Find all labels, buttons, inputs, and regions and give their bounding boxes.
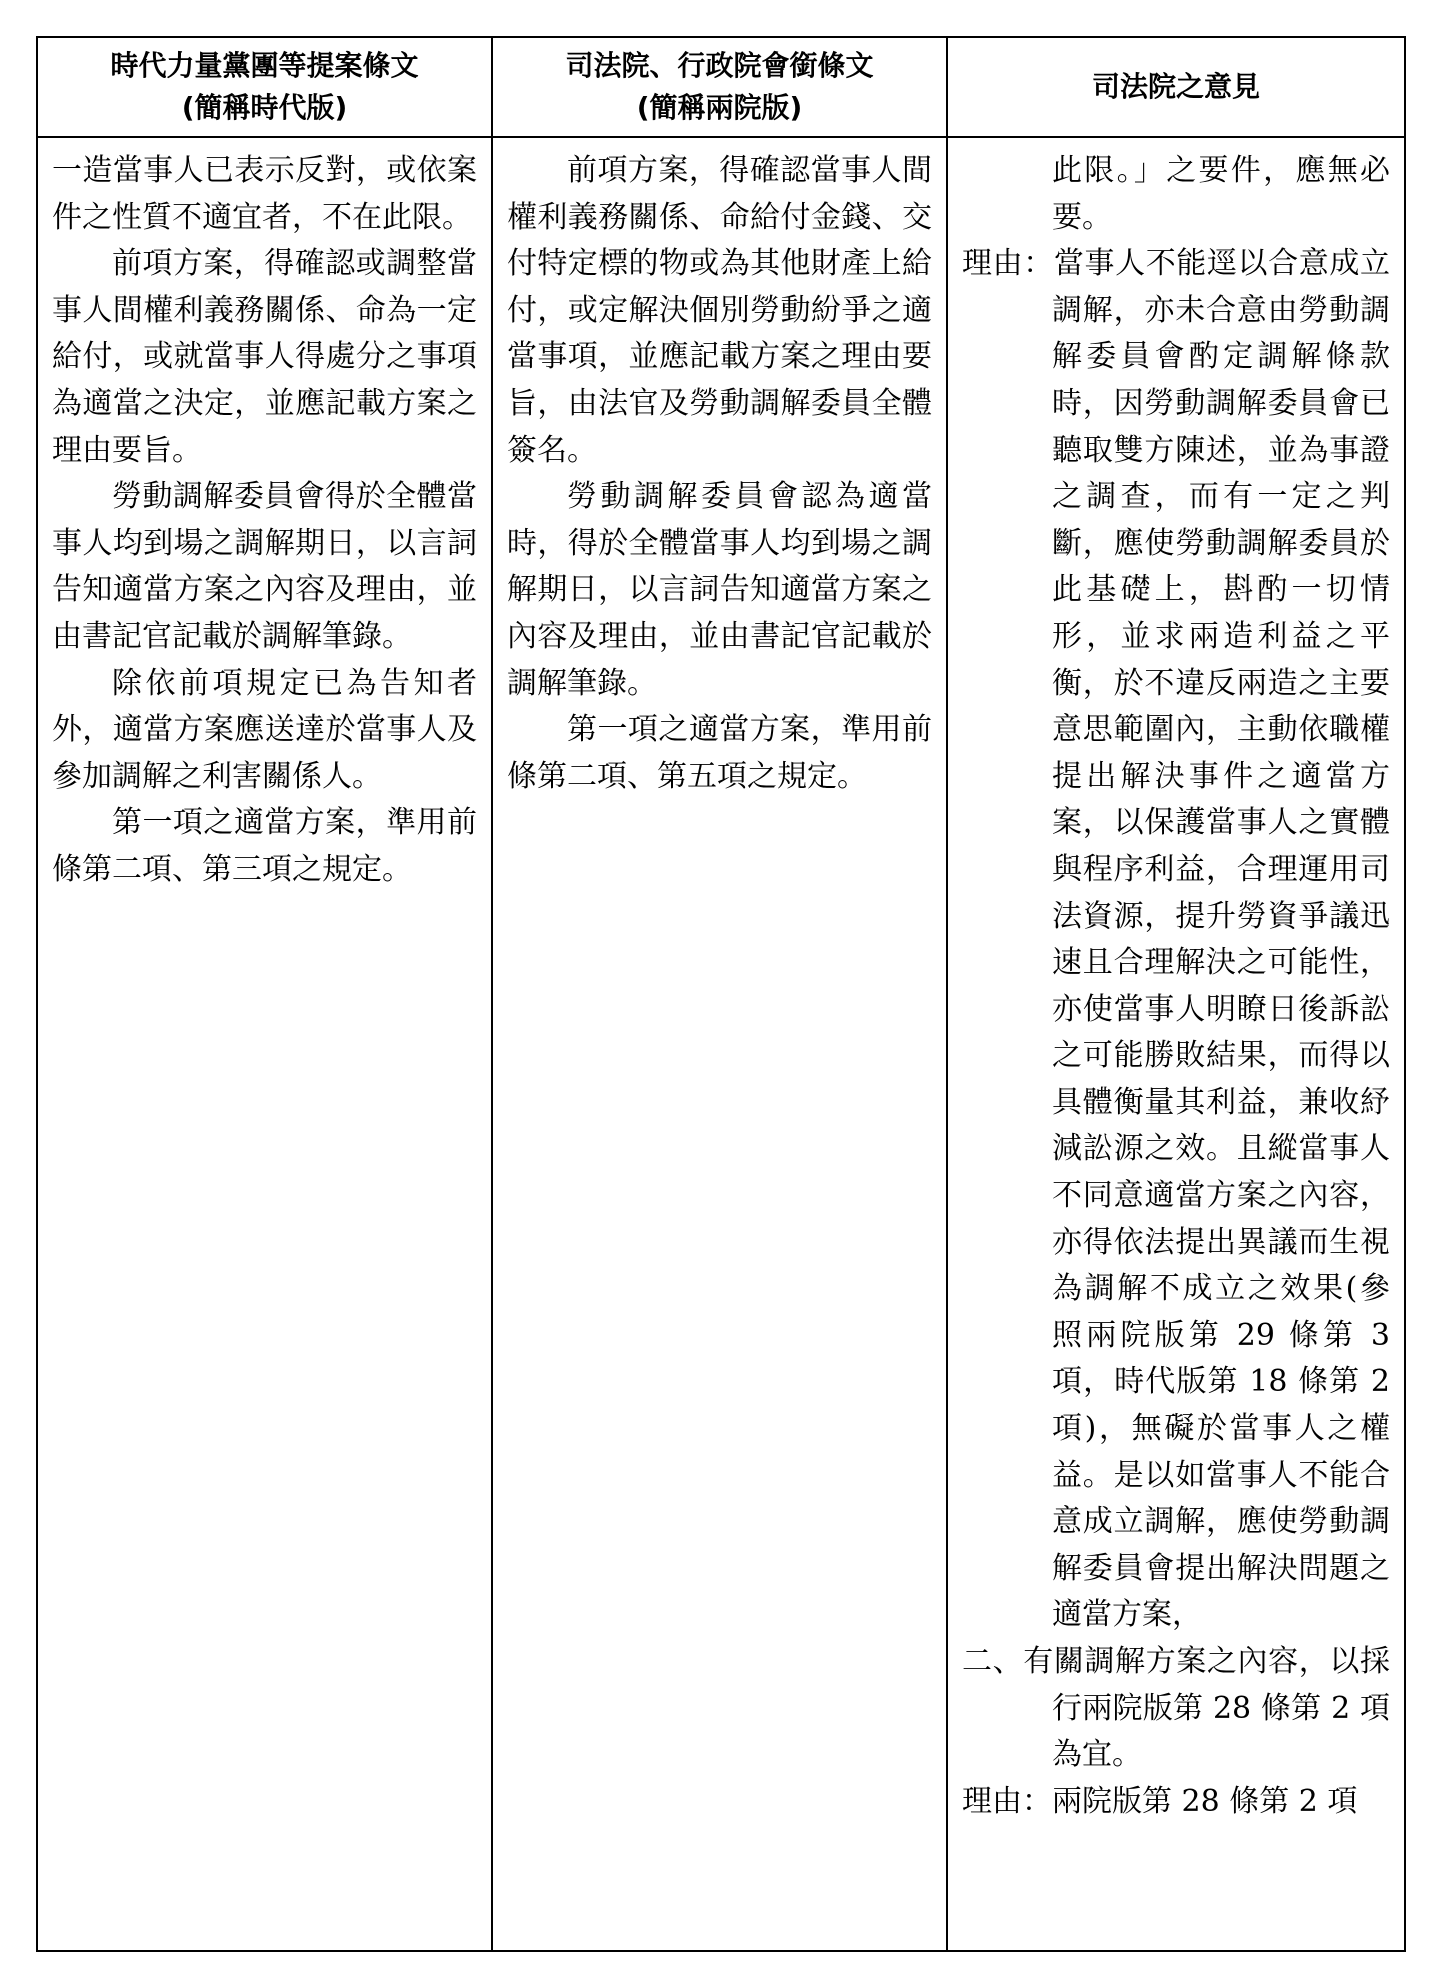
col-3-reason: 理由：兩院版第 28 條第 2 項 bbox=[962, 1783, 1358, 1819]
col-1-paragraph: 勞動調解委員會得於全體當事人均到場之調解期日，以言詞告知適當方案之內容及理由，並由書記官記載於調解筆錄。 bbox=[52, 479, 477, 654]
body-col-3 bbox=[948, 138, 1404, 1950]
col-3-reason: 理由：當事人不能逕以合意成立調解，亦未合意由勞動調解委員會酌定調解條款時，因勞動調解委員會已聽取雙方陳述，並為事證之調查，而有一定之判斷，應使勞動調解委員於此基礎上，斟酌一切情形，並求兩造利益之平衡，於不違反兩造之主要意思範圍內，主動依職權提出解決事件之適當方案，以保護當事人之實體與程序利益，合理運用司法資源，提升勞資爭議迅速且合理解決之可能性，亦使當事人明瞭日後訴訟之可能勝敗結果，而得以具體衡量其利益，兼收紓減訟源之效。且縱當事人不同意適當方案之內容，亦得依法提出異議而生視為調解不成立之效果(參照兩院版第 29 條第 3 項，時代版第 18 條第 2 項)，無礙於當事人之權益。是以如當事人不能合意成立調解，應使勞動調解委員會提出解決問題之適當方案， bbox=[962, 246, 1390, 1633]
header-col-1-subtitle: (簡稱時代版) bbox=[181, 91, 348, 124]
header-col-1-title: 時代力量黨團等提案條文 bbox=[110, 49, 419, 82]
col-1-paragraph: 一造當事人已表示反對，或依案件之性質不適宜者，不在此限。 bbox=[52, 153, 477, 235]
header-col-2-title: 司法院、行政院會銜條文 bbox=[565, 49, 874, 82]
header-col-2-subtitle: (簡稱兩院版) bbox=[636, 91, 803, 124]
col-2-paragraph: 第一項之適當方案，準用前條第二項、第五項之規定。 bbox=[507, 712, 932, 794]
header-col-2 bbox=[493, 38, 948, 136]
header-col-3 bbox=[948, 38, 1404, 136]
col-3-paragraph: 此限。」之要件，應無必要。 bbox=[1052, 153, 1390, 235]
col-1-paragraph: 第一項之適當方案，準用前條第二項、第三項之規定。 bbox=[52, 805, 477, 887]
col-2-paragraph: 前項方案，得確認當事人間權利義務關係、命給付金錢、交付特定標的物或為其他財產上給付，或定解決個別勞動紛爭之適當事項，並應記載方案之理由要旨，由法官及勞動調解委員全體簽名。 bbox=[507, 153, 932, 468]
col-1-paragraph: 前項方案，得確認或調整當事人間權利義務關係、命為一定給付，或就當事人得處分之事項為適當之決定，並應記載方案之理由要旨。 bbox=[52, 246, 477, 468]
header-col-1 bbox=[38, 38, 493, 136]
col-2-paragraph: 勞動調解委員會認為適當時，得於全體當事人均到場之調解期日，以言詞告知適當方案之內容及理由，並由書記官記載於調解筆錄。 bbox=[507, 479, 932, 701]
table-header-row bbox=[38, 38, 1404, 138]
col-1-paragraph: 除依前項規定已為告知者外，適當方案應送達於當事人及參加調解之利害關係人。 bbox=[52, 665, 477, 794]
col-3-item-2: 二、有關調解方案之內容，以採行兩院版第 28 條第 2 項為宜。 bbox=[962, 1644, 1390, 1773]
header-col-3-title: 司法院之意見 bbox=[1091, 70, 1260, 103]
table-body-row bbox=[38, 138, 1404, 1950]
body-col-1 bbox=[38, 138, 493, 1950]
body-col-2 bbox=[493, 138, 948, 1950]
comparison-table bbox=[36, 36, 1406, 1952]
